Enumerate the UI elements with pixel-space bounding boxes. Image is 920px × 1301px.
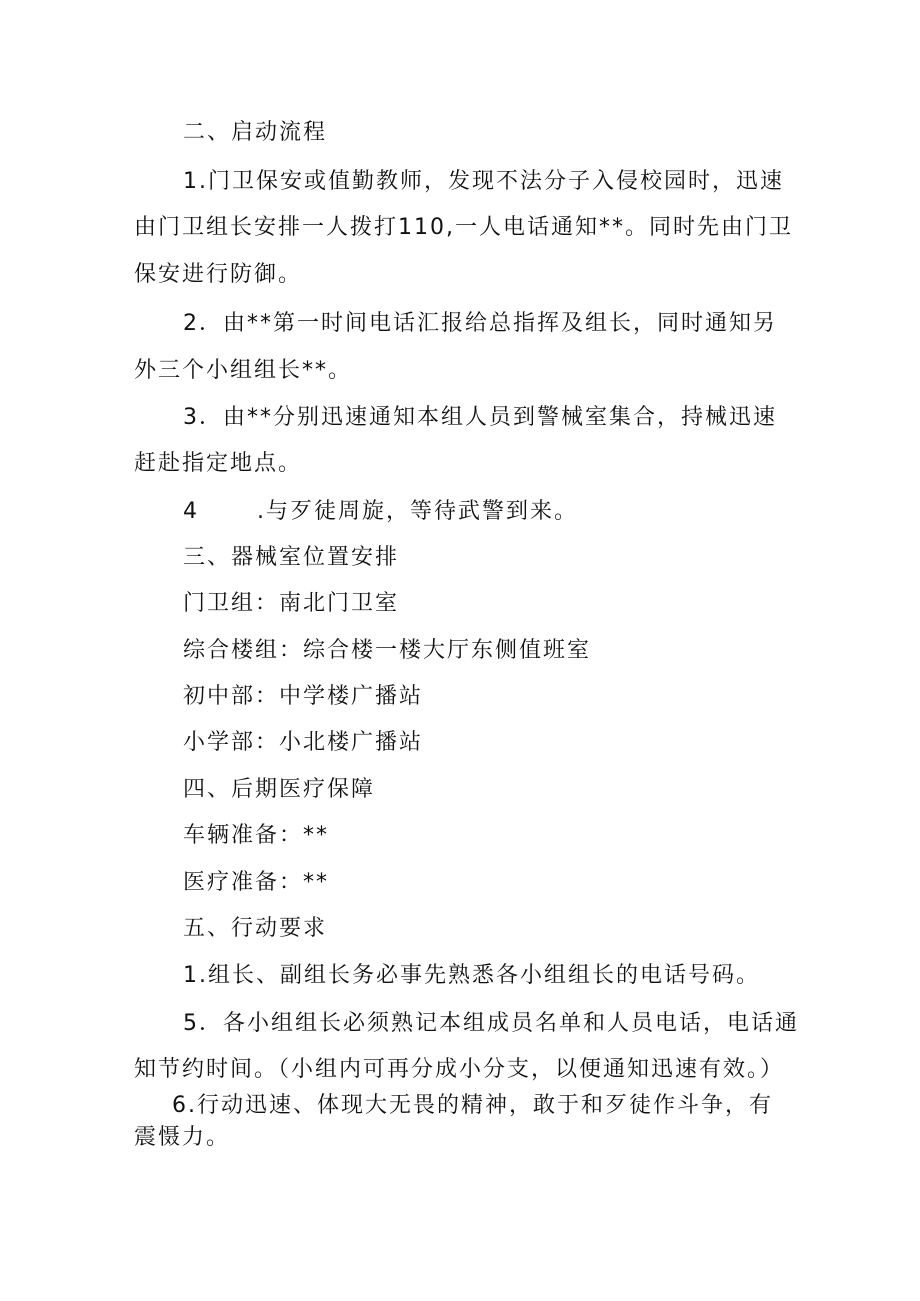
- item4-text: .与歹徒周旋，等待武警到来。: [257, 499, 578, 524]
- section2-heading: 二、启动流程: [183, 120, 328, 145]
- item3-line2: 赶赴指定地点。: [134, 451, 303, 476]
- item2-line1: 2．由**第一时间电话汇报给总指挥及组长，同时通知另: [183, 311, 777, 336]
- requirement-5-line2: 知节约时间。（小组内可再分成小分支，以便通知迅速有效。）: [134, 1057, 785, 1082]
- medical-prep: 医疗准备：**: [183, 870, 330, 895]
- requirement-6-line1: 6.行动迅速、体现大无畏的精神，敢于和歹徒作斗争，有: [172, 1093, 773, 1118]
- location-complex: 综合楼组：综合楼一楼大厅东侧值班室: [183, 638, 592, 663]
- section3-heading: 三、器械室位置安排: [183, 545, 400, 570]
- item2-line2: 外三个小组组长**。: [134, 358, 353, 383]
- location-middle: 初中部：中学楼广播站: [183, 684, 424, 709]
- location-primary: 小学部：小北楼广播站: [183, 730, 424, 755]
- section5-heading: 五、行动要求: [183, 916, 328, 941]
- section4-heading: 四、后期医疗保障: [183, 777, 376, 802]
- item1-line3: 保安进行防御。: [134, 262, 303, 287]
- item4-number: 4: [183, 499, 199, 524]
- requirement-5-line1: 5．各小组组长必须熟记本组成员名单和人员电话，电话通: [183, 1011, 799, 1036]
- item1-line2: 由门卫组长安排一人拨打110,一人电话通知**。同时先由门卫: [134, 215, 793, 240]
- vehicle-prep: 车辆准备：**: [183, 823, 330, 848]
- item3-line1: 3．由**分别迅速通知本组人员到警械室集合，持械迅速: [183, 405, 777, 430]
- location-gate: 门卫组：南北门卫室: [183, 591, 400, 616]
- requirement-1: 1.组长、副组长务必事先熟悉各小组组长的电话号码。: [183, 963, 760, 988]
- item1-line1: 1.门卫保安或值勤教师，发现不法分子入侵校园时，迅速: [183, 169, 784, 194]
- item4-line: [183, 497, 578, 527]
- requirement-6-line2: 震慑力。: [134, 1125, 231, 1150]
